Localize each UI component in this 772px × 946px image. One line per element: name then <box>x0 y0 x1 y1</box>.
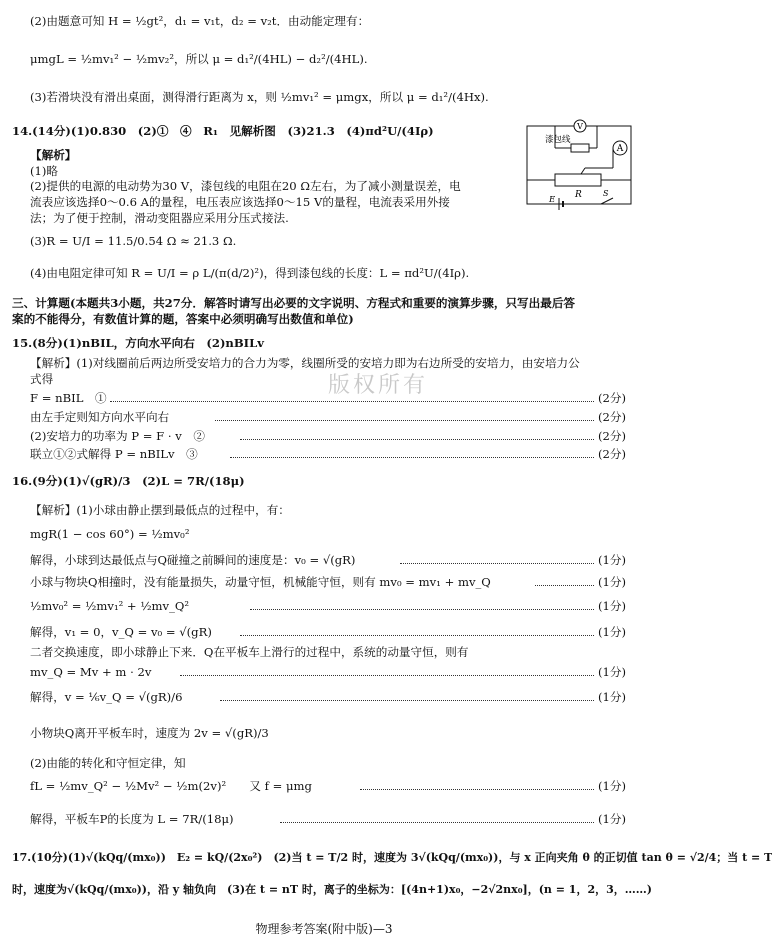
score-mark: (1分) <box>598 779 627 793</box>
text-line: (2)安培力的功率为 P = F · v ② <box>30 429 205 443</box>
score-mark: (2分) <box>598 410 627 424</box>
text-line: (2)由能的转化和守恒定律，知 <box>30 756 186 770</box>
text-line: μmgL = ½mv₁² − ½mv₂²，所以 μ = d₁²/(4HL) − d₂²/(4HL). <box>30 52 368 66</box>
switch-symbol <box>601 189 613 204</box>
question-17-answer: 时，速度为√(kQq/(mx₀))，沿 y 轴负向 (3)在 t = nT 时，离子的坐标为：[(4n+1)x₀，−2√2nx₀]，(n = 1，2，3，……) <box>12 883 652 896</box>
text-line: fL = ½mv_Q² − ½Mv² − ½m(2v)² 又 f = μmg <box>30 779 312 793</box>
text-line: 解得，v = ⅙v_Q = √(gR)/6 <box>30 690 183 704</box>
svg-text:E: E <box>549 195 556 205</box>
score-mark: (2分) <box>598 447 627 461</box>
svg-text:A: A <box>616 144 624 154</box>
text-line: 解得，v₁ = 0，v_Q = v₀ = √(gR) <box>30 625 212 639</box>
score-mark: (2分) <box>598 429 627 443</box>
voltmeter-symbol <box>574 120 586 132</box>
text-line: 解得，平板车P的长度为 L = 7R/(18μ) <box>30 812 234 826</box>
score-mark: (1分) <box>598 665 627 679</box>
score-mark: (1分) <box>598 812 627 826</box>
text-line: mgR(1 − cos 60°) = ½mv₀² <box>30 527 190 541</box>
text-line: (2)提供的电源的电动势为30 V，漆包线的电阻在20 Ω左右，为了减小测量误差，电 <box>30 179 461 193</box>
text-line: 解得，小球到达最低点与Q碰撞之前瞬间的速度是：v₀ = √(gR) <box>30 553 356 567</box>
text-line: (3)若滑块没有滑出桌面，测得滑行距离为 x，则 ½mv₁² = μmgx，所以 μ = d₁²/(4Hx). <box>30 90 489 104</box>
text-line: 联立①②式解得 P = nBILv ③ <box>30 447 198 461</box>
question-17-answer: 17.(10分)(1)√(kQq/(mx₀)) E₂ = kQ/(2x₀²) (2)当 t = T/2 时，速度为 3√(kQq/(mx₀))，与 x 正向夹角 θ 的正切值 tan θ = √2/4；当 t = T <box>12 851 772 864</box>
text-line: 二者交换速度，即小球静止下来．Q在平板车上滑行的过程中，系统的动量守恒，则有 <box>30 645 469 659</box>
enamel-wire <box>545 134 589 152</box>
rheostat-label: R <box>575 190 582 200</box>
text-line: (1)略 <box>30 164 59 178</box>
watermark: 版权所有 <box>328 373 429 398</box>
text-line: (4)由电阻定律可知 R = U/I = ρ L/(π(d/2)²)，得到漆包线的长度：L = πd²U/(4Iρ). <box>30 266 470 280</box>
score-mark: (1分) <box>598 625 627 639</box>
text-line: 小球与物块Q相撞时，没有能量损失，动量守恒，机械能守恒，则有 mv₀ = mv₁ + mv_Q <box>30 575 491 589</box>
section-heading: 三、计算题(本题共3小题，共27分．解答时请写出必要的文字说明、方程式和重要的演算步骤，只写出最后答 <box>12 296 576 310</box>
svg-text:S: S <box>603 189 609 198</box>
section-heading: 案的不能得分，有数值计算的题，答案中必须明确写出数值和单位) <box>12 312 354 326</box>
battery-symbol <box>548 195 563 210</box>
text-line: 式得 <box>30 372 54 386</box>
score-mark: (1分) <box>598 599 627 613</box>
question-14-answer: 14.(14分)(1)0.830 (2)① ④ R₁ 见解析图 (3)21.3 (4)πd²U/(4Iρ) <box>12 124 434 138</box>
text-line: 小物块Q离开平板车时，速度为 2v = √(gR)/3 <box>30 726 269 740</box>
svg-text:V: V <box>577 122 583 131</box>
text-line: (2)由题意可知 H = ½gt²，d₁ = v₁t，d₂ = v₂t．由动能定理有： <box>30 14 370 28</box>
text-line: F = nBIL ① <box>30 391 107 405</box>
text-line: 流表应该选择0～0.6 A的量程，电压表应该选择0～15 V的量程，电流表采用外接 <box>30 195 450 209</box>
page-footer: 物理参考答案(附中版)—3 <box>255 922 393 936</box>
text-line: 由左手定则知方向水平向右 <box>30 410 170 424</box>
score-mark: (1分) <box>598 553 627 567</box>
score-mark: (1分) <box>598 690 627 704</box>
text-line: ½mv₀² = ½mv₁² + ½mv_Q² <box>30 599 190 613</box>
analysis-tag: 【解析】 <box>30 148 77 162</box>
text-line: 法；为了便于控制，滑动变阻器应采用分压式接法. <box>30 211 289 225</box>
svg-text:漆包线: 漆包线 <box>545 135 571 145</box>
score-mark: (2分) <box>598 391 627 405</box>
text-line: mv_Q = Mv + m · 2v <box>30 665 152 679</box>
score-mark: (1分) <box>598 575 627 589</box>
circuit-diagram <box>515 118 637 214</box>
text-line: (3)R = U/I = 11.5/0.54 Ω ≈ 21.3 Ω. <box>30 234 237 248</box>
text-line: 【解析】(1)对线圈前后两边所受安培力的合力为零，线圈所受的安培力即为右边所受的安培力，由安培力公 <box>30 356 580 370</box>
question-15-answer: 15.(8分)(1)nBIL，方向水平向右 (2)nBILv <box>12 336 264 350</box>
ammeter-symbol <box>613 141 627 155</box>
question-16-answer: 16.(9分)(1)√(gR)/3 (2)L = 7R/(18μ) <box>12 474 245 488</box>
text-line: 【解析】(1)小球由静止摆到最低点的过程中，有： <box>30 503 290 517</box>
